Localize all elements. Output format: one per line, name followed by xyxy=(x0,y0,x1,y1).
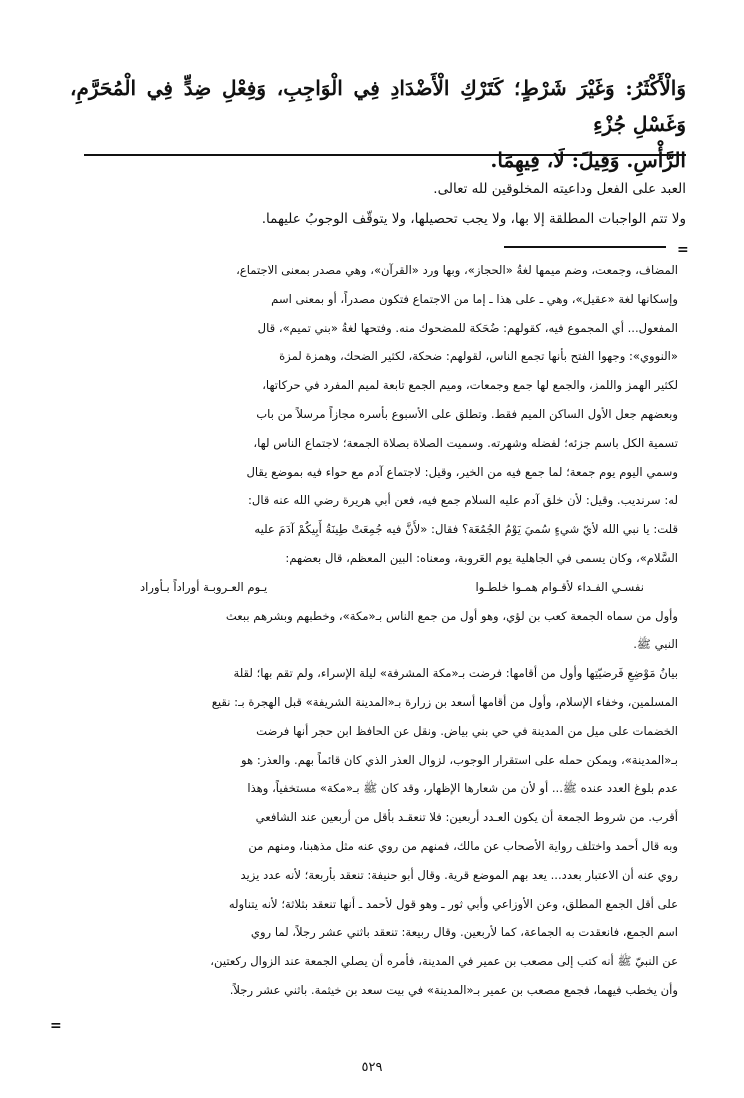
footnote-line: السَّلام»، وكان يسمى في الجاهلية يوم العَروبة، ومعناه: البين المعظم، قال بعضهم: xyxy=(285,550,678,565)
footnote-line: وأن يخطب فيهما، فجمع مصعب بن عمير بـ«المدينة» في بيت سعد بن خيثمة. باثني عشر رجلاً. xyxy=(229,982,678,997)
footnote-line: له: سرنديب. وقيل: لأن خلق آدم عليه السلام جمع فيه، فعن أبي هريرة رضي الله عنه قال: xyxy=(248,493,678,508)
footnote-line: تسمية الكل باسم جزئه؛ لفضله وشهرته. وسميت الصلاة بصلاة الجمعة؛ لاجتماع الناس لها، xyxy=(253,435,678,450)
main-text-line: وَالْأَكْثَرُ: وَغَيْرَ شَرْطٍ؛ كَتَرْكِ الْأَضْدَادِ فِي الْوَاجِبِ، وَفِعْلِ ضِدٍّ فِي الْمُحَرَّمِ، وَغَسْلِ جُزْءِ xyxy=(70,76,686,136)
footnote-line: وبه قال أحمد واختلف رواية الأصحاب عن مالك، فمنهم من روي عنه مثل مذهبنا، ومنهم من xyxy=(248,838,678,853)
footnote-line: وبعضهم جعل الأول الساكن الميم فقط. وتطلق على الأسبوع بأسره مجازاً مرسلاً من باب xyxy=(256,406,678,421)
commentary-line: ولا تتم الواجبات المطلقة إلا بها، ولا يجب تحصيلها، ولا يتوقّف الوجوبُ عليهما. xyxy=(261,211,686,227)
footnote-line: بـ«المدينة»، ويمكن حمله على استقرار الوجوب، لزوال العذر الذي كان قائماً بهم. والعذر: هو xyxy=(241,752,678,767)
footnote-line: أقرب. من شروط الجمعة أن يكون العـدد أربعين: فلا تنعقـد بأقل من أربعين عند الشافعي xyxy=(255,810,678,825)
footnote-line: «النووي»: وجهوا الفتح بأنها تجمع الناس، لقولهم: ضحكة، لكثير الضحك، وهمزة لمزة xyxy=(279,349,678,364)
footnote-line: لكثير الهمز واللمز، والجمع لها جمع وجمعات، وميم الجمع تابعة لميم المفرد في حركاتها، xyxy=(262,378,678,393)
footnote-line: على أقل الجمع المطلق، وعن الأوزاعي وأبي ثور ـ وهو قول لأحمد ـ أنها تنعقد بثلاثة؛ لأنه يتناوله xyxy=(228,896,678,911)
poem-verse xyxy=(70,573,678,602)
main-text-divider xyxy=(84,154,686,156)
continuation-mark: = xyxy=(677,242,689,258)
footnote-line: اسم الجمع، فانعقدت به الجماعة، كما لأربعين. وقال ربيعة: تنعقد باثني عشر رجلاً، لما روي xyxy=(250,925,678,940)
footnote-line: المفعول... أي المجموع فيه، كقولهم: ضُحَكة للمضحوك منه. وفتحها لغةُ «بني تميم»، قال xyxy=(257,320,678,335)
footnote-line: المضاف، وجمعت، وضم ميمها لغةُ «الحجاز»، وبها ورد «القرآن»، وهي مصدر بمعنى الاجتماع، xyxy=(236,263,678,277)
continuation-mark: = xyxy=(50,1018,62,1034)
footnote-line: النبي ﷺ. xyxy=(633,637,678,652)
footnote-line: عن النبيّ ﷺ أنه كتب إلى مصعب بن عمير في المدينة، فأمره أن يصلي الجمعة عند الزوال ركعتين، xyxy=(210,954,678,969)
footnote-divider xyxy=(504,246,666,248)
footnote-line: وإسكانها لغة «عقيل»، وهي ـ على هذا ـ إما من الاجتماع فتكون مصدراً، أو بمعنى اسم xyxy=(271,291,678,306)
footnote-line: روي عنه أن الاعتبار بعدد... يعد بهم الموضع قرية. وقال أبو حنيفة: تنعقد بأربعة؛ لأنه عدد يزيد xyxy=(240,867,678,882)
footnote-line: المسلمين، وخفاء الإسلام، وأول من أقامها أسعد بن زرارة بـ«المدينة الشريفة» قبل الهجرة بـ: نقيع xyxy=(211,694,678,709)
footnote-line: عدم بلوغ العدد عنده ﷺ... أو لأن من شعارها الإظهار، وقد كان ﷺ بـ«مكة» مستخفياً، وهذا xyxy=(247,781,678,796)
poem-second-hemistich: يـوم العـروبـة أوراداً بـأوراد xyxy=(140,579,268,594)
footnote-line: وأول من سماه الجمعة كعب بن لؤي، وهو أول من جمع الناس بـ«مكة»، وخطبهم وبشرهم ببعث xyxy=(225,608,678,623)
main-text-line: الرَّأْسِ. وَقِيلَ: لَا، فِيهِمَا. xyxy=(490,148,686,172)
main-text xyxy=(70,70,686,178)
poem-first-hemistich: نفسـي الفـداء لأقـوام همـوا خلطـوا xyxy=(475,579,644,594)
footnote-line: الخضمات على ميل من المدينة في حي بني بياض. ونقل عن الحافظ ابن حجر أنها فرضت xyxy=(256,723,678,738)
commentary-line: العبد على الفعل وداعيته المخلوقين لله تعالى. xyxy=(433,181,686,197)
page-number: ٥٢٩ xyxy=(361,1060,383,1075)
footnotes xyxy=(70,256,678,1005)
footnote-line: وسمي اليوم يوم جمعة؛ لما جمع فيه من الخير، وقيل: لاجتماع آدم مع حواء فيه بموضع يقال xyxy=(246,464,678,479)
commentary xyxy=(82,174,686,234)
footnote-line: قلت: يا نبي الله لأيّ شيءٍ سُميَ يَوْمُ الجُمُعَة؟ فقال: «لأَنَّ فيه جُمِعَتْ طِينَةُ أَبِيكُمْ آدَمَ عليه xyxy=(254,522,678,537)
footnote-line: بيانُ مَوْضِعِ فَرضيّتِها وأول من أقامها: فرضت بـ«مكة المشرفة» ليلة الإسراء، ولم تقم بها؛ لقلة xyxy=(233,666,678,681)
